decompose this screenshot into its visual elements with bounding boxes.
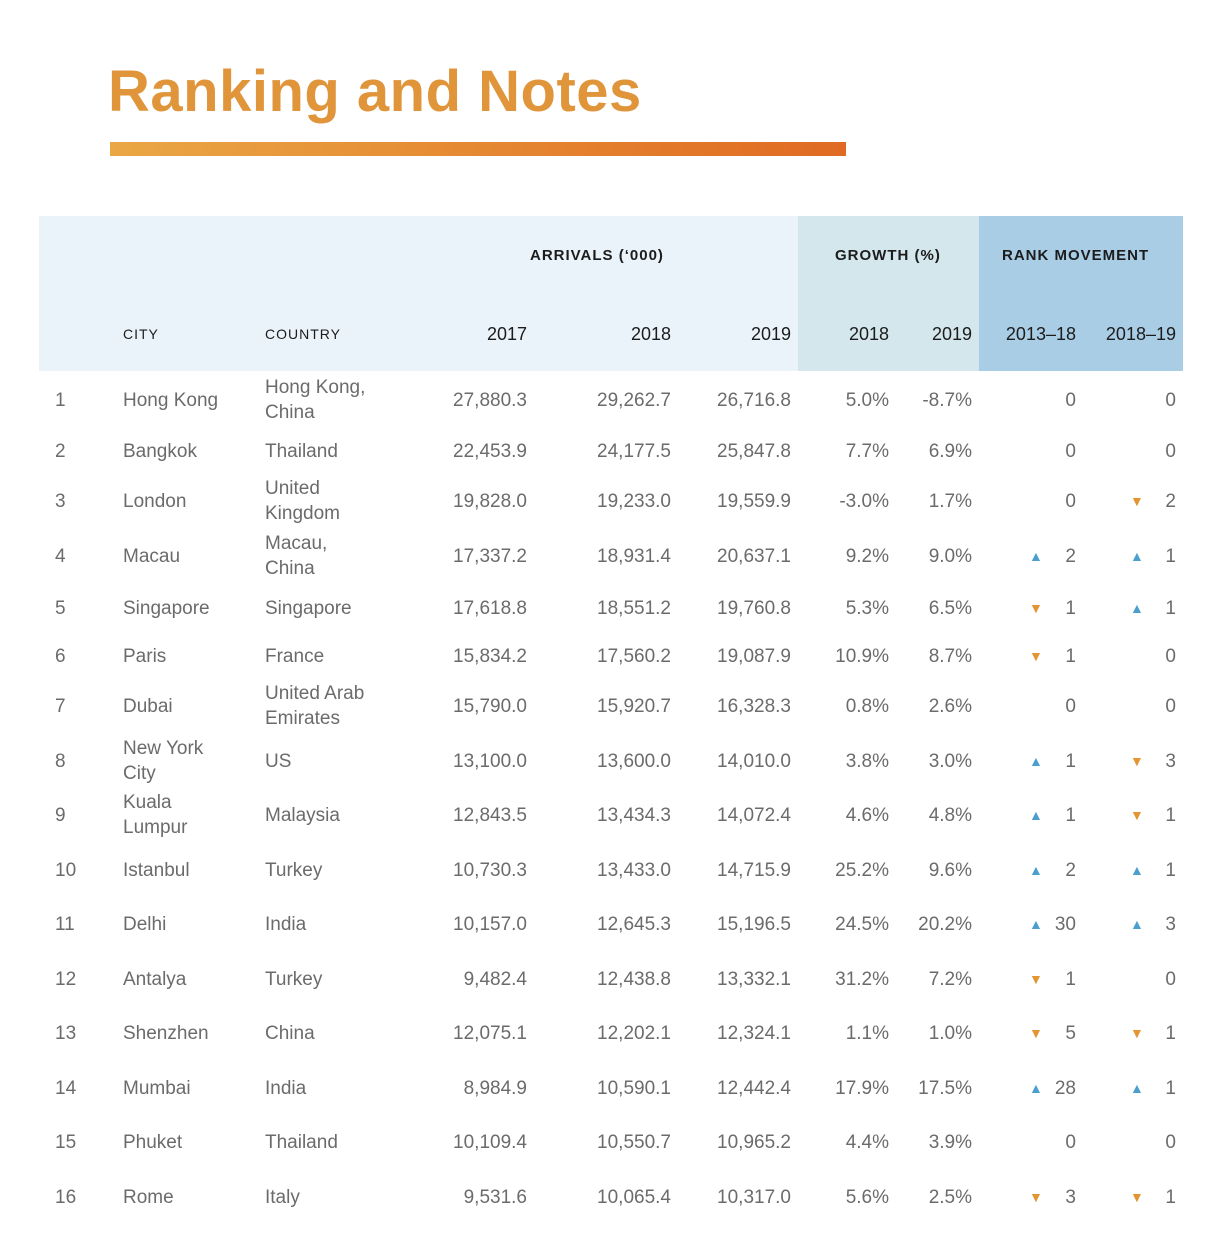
arrivals-2018: 10,065.4 <box>597 1186 671 1208</box>
growth-2019: -8.7% <box>922 389 972 411</box>
country-name: India <box>265 1077 307 1099</box>
arrow-up-icon: ▲ <box>1130 599 1144 616</box>
arrivals-2019: 14,072.4 <box>717 804 791 826</box>
arrow-down-icon: ▼ <box>1029 970 1043 987</box>
country-name: Thailand <box>265 440 338 462</box>
arrivals-2019: 12,324.1 <box>717 1022 791 1044</box>
arrivals-2017: 13,100.0 <box>453 750 527 772</box>
rank-move-2018-19: 0 <box>1165 695 1176 717</box>
arrivals-2017: 10,730.3 <box>453 859 527 881</box>
arrow-down-icon: ▼ <box>1029 647 1043 664</box>
rank-move-2013-18: 0 <box>1065 695 1076 717</box>
arrivals-2017: 9,482.4 <box>463 968 527 990</box>
country-name: Macau, China <box>265 533 328 579</box>
rank-move-2013-18: 0 <box>1065 490 1076 512</box>
growth-2019: 6.5% <box>928 597 972 619</box>
col-2018: 2018 <box>630 324 671 344</box>
growth-2018: 9.2% <box>845 545 889 567</box>
arrivals-2018: 10,550.7 <box>597 1131 671 1153</box>
growth-2018: 10.9% <box>835 645 889 667</box>
growth-2018: 5.3% <box>845 597 889 619</box>
arrivals-2018: 13,600.0 <box>597 750 671 772</box>
rank-move-2018-19: 0 <box>1165 1131 1176 1153</box>
arrivals-2018: 12,645.3 <box>597 913 671 935</box>
growth-2018: 4.4% <box>845 1131 889 1153</box>
arrivals-2019: 14,715.9 <box>717 859 791 881</box>
arrivals-2018: 12,438.8 <box>597 968 671 990</box>
arrivals-2017: 17,618.8 <box>453 597 527 619</box>
rank-move-2013-18: 5 <box>1065 1022 1076 1044</box>
rank-move-2013-18: 30 <box>1054 913 1076 935</box>
arrivals-2018: 13,434.3 <box>597 804 671 826</box>
rank-move-2018-19: 0 <box>1165 440 1176 462</box>
rank-move-2018-19: 0 <box>1165 645 1176 667</box>
rank-move-2018-19: 1 <box>1165 597 1176 619</box>
arrivals-2017: 15,834.2 <box>453 645 527 667</box>
growth-2019: 9.6% <box>928 859 972 881</box>
rank-number: 3 <box>55 490 66 512</box>
arrivals-2019: 15,196.5 <box>717 913 791 935</box>
arrivals-2018: 13,433.0 <box>597 859 671 881</box>
rank-number: 11 <box>55 913 75 935</box>
arrivals-2019: 12,442.4 <box>717 1077 791 1099</box>
country-name: China <box>265 1022 315 1044</box>
country-name: Turkey <box>265 859 323 881</box>
col-growth-2018: 2018 <box>848 324 889 344</box>
city-name: Phuket <box>123 1131 183 1153</box>
arrivals-2019: 20,637.1 <box>717 545 791 567</box>
rank-move-2013-18: 1 <box>1065 750 1076 772</box>
rank-move-2013-18: 28 <box>1054 1077 1076 1099</box>
rank-number: 7 <box>55 695 66 717</box>
header-rank-bg <box>979 216 1183 371</box>
header-arrivals-bg <box>39 216 798 371</box>
arrow-up-icon: ▲ <box>1130 861 1144 878</box>
arrivals-2017: 22,453.9 <box>453 440 527 462</box>
growth-2019: 7.2% <box>928 968 972 990</box>
col-city: CITY <box>123 326 159 342</box>
rank-move-2013-18: 3 <box>1065 1186 1076 1208</box>
arrivals-2019: 19,760.8 <box>717 597 791 619</box>
arrow-up-icon: ▲ <box>1029 547 1043 564</box>
col-2017: 2017 <box>486 324 527 344</box>
rank-number: 6 <box>55 645 66 667</box>
rank-move-2018-19: 0 <box>1165 389 1176 411</box>
growth-2018: 7.7% <box>845 440 889 462</box>
growth-2018: 5.6% <box>845 1186 889 1208</box>
arrow-down-icon: ▼ <box>1029 599 1043 616</box>
arrow-up-icon: ▲ <box>1130 1079 1144 1096</box>
arrivals-2017: 15,790.0 <box>453 695 527 717</box>
rank-number: 1 <box>55 389 66 411</box>
arrow-up-icon: ▲ <box>1029 861 1043 878</box>
growth-2019: 4.8% <box>928 804 972 826</box>
rank-move-2013-18: 1 <box>1065 597 1076 619</box>
page-title: Ranking and Notes <box>108 59 642 124</box>
country-name: India <box>265 913 307 935</box>
rank-move-2013-18: 0 <box>1065 440 1076 462</box>
arrivals-2019: 25,847.8 <box>717 440 791 462</box>
country-name: Hong Kong, China <box>265 377 366 423</box>
rank-move-2018-19: 0 <box>1165 968 1176 990</box>
rank-number: 4 <box>55 545 66 567</box>
arrow-up-icon: ▲ <box>1130 547 1144 564</box>
arrivals-2019: 19,559.9 <box>717 490 791 512</box>
city-name: Paris <box>123 645 167 667</box>
growth-2018: 4.6% <box>845 804 889 826</box>
city-name: London <box>123 490 187 512</box>
header-growth: GROWTH (%) <box>835 247 941 264</box>
city-name: Bangkok <box>123 440 197 462</box>
arrivals-2019: 10,317.0 <box>717 1186 791 1208</box>
arrivals-2018: 24,177.5 <box>597 440 671 462</box>
country-name: Turkey <box>265 968 323 990</box>
rank-move-2013-18: 1 <box>1065 804 1076 826</box>
header-rank-movement: RANK MOVEMENT <box>1002 247 1150 264</box>
rank-move-2018-19: 3 <box>1165 750 1176 772</box>
arrivals-2017: 10,157.0 <box>453 913 527 935</box>
rank-move-2013-18: 1 <box>1065 645 1076 667</box>
country-name: Italy <box>265 1186 300 1208</box>
rank-move-2018-19: 3 <box>1165 913 1176 935</box>
rank-move-2013-18: 1 <box>1065 968 1076 990</box>
col-rank-2013-18: 2013–18 <box>1005 324 1076 344</box>
arrivals-2018: 18,931.4 <box>597 545 671 567</box>
growth-2019: 1.0% <box>928 1022 972 1044</box>
arrivals-2019: 26,716.8 <box>717 389 791 411</box>
arrow-down-icon: ▼ <box>1029 1188 1043 1205</box>
rank-move-2018-19: 1 <box>1165 804 1176 826</box>
title-underline <box>110 142 846 156</box>
growth-2018: 31.2% <box>835 968 889 990</box>
arrow-down-icon: ▼ <box>1130 806 1144 823</box>
growth-2018: 3.8% <box>845 750 889 772</box>
rank-move-2018-19: 1 <box>1165 1077 1176 1099</box>
arrow-down-icon: ▼ <box>1029 1024 1043 1041</box>
arrow-up-icon: ▲ <box>1029 1079 1043 1096</box>
growth-2018: 5.0% <box>845 389 889 411</box>
arrivals-2018: 17,560.2 <box>597 645 671 667</box>
city-name: Istanbul <box>123 859 190 881</box>
arrivals-2017: 17,337.2 <box>453 545 527 567</box>
arrivals-2019: 14,010.0 <box>717 750 791 772</box>
growth-2018: -3.0% <box>839 490 889 512</box>
growth-2019: 17.5% <box>918 1077 972 1099</box>
growth-2019: 1.7% <box>928 490 972 512</box>
arrivals-2017: 27,880.3 <box>453 389 527 411</box>
arrivals-2018: 18,551.2 <box>597 597 671 619</box>
col-2019: 2019 <box>750 324 791 344</box>
growth-2019: 8.7% <box>928 645 972 667</box>
country-name: France <box>265 645 325 667</box>
arrivals-2017: 12,843.5 <box>453 804 527 826</box>
arrivals-2018: 10,590.1 <box>597 1077 671 1099</box>
rank-move-2013-18: 0 <box>1065 1131 1076 1153</box>
city-name: Kuala Lumpur <box>123 792 188 838</box>
growth-2019: 6.9% <box>928 440 972 462</box>
rank-number: 12 <box>55 968 77 990</box>
arrivals-2019: 13,332.1 <box>717 968 791 990</box>
growth-2018: 0.8% <box>845 695 889 717</box>
rank-move-2018-19: 2 <box>1165 490 1176 512</box>
rank-move-2013-18: 2 <box>1065 545 1076 567</box>
growth-2019: 9.0% <box>928 545 972 567</box>
arrivals-2017: 9,531.6 <box>463 1186 527 1208</box>
city-name: Rome <box>123 1186 174 1208</box>
city-name: Macau <box>123 545 181 567</box>
col-country: COUNTRY <box>265 326 341 342</box>
city-name: Shenzhen <box>123 1022 209 1044</box>
rank-number: 9 <box>55 804 66 826</box>
city-name: Antalya <box>123 968 187 990</box>
arrivals-2018: 19,233.0 <box>597 490 671 512</box>
rank-move-2018-19: 1 <box>1165 545 1176 567</box>
arrow-down-icon: ▼ <box>1130 1024 1144 1041</box>
rank-number: 2 <box>55 440 66 462</box>
growth-2019: 3.9% <box>928 1131 972 1153</box>
rank-move-2013-18: 2 <box>1065 859 1076 881</box>
rank-number: 14 <box>55 1077 77 1099</box>
city-name: Hong Kong <box>123 389 219 411</box>
country-name: United Arab Emirates <box>265 683 365 729</box>
arrivals-2019: 16,328.3 <box>717 695 791 717</box>
city-name: New York City <box>123 738 204 784</box>
header-arrivals: ARRIVALS (‘000) <box>530 247 664 264</box>
growth-2019: 2.6% <box>928 695 972 717</box>
rank-number: 8 <box>55 750 66 772</box>
rank-number: 10 <box>55 859 77 881</box>
country-name: United Kingdom <box>265 478 340 524</box>
arrivals-2018: 29,262.7 <box>597 389 671 411</box>
country-name: Thailand <box>265 1131 338 1153</box>
arrow-down-icon: ▼ <box>1130 492 1144 509</box>
arrow-up-icon: ▲ <box>1029 915 1043 932</box>
rank-number: 13 <box>55 1022 77 1044</box>
arrow-down-icon: ▼ <box>1130 1188 1144 1205</box>
col-growth-2019: 2019 <box>931 324 972 344</box>
growth-2019: 3.0% <box>928 750 972 772</box>
arrivals-2018: 15,920.7 <box>597 695 671 717</box>
rank-move-2018-19: 1 <box>1165 859 1176 881</box>
col-rank-2018-19: 2018–19 <box>1105 324 1176 344</box>
arrow-up-icon: ▲ <box>1130 915 1144 932</box>
arrivals-2019: 10,965.2 <box>717 1131 791 1153</box>
growth-2019: 2.5% <box>928 1186 972 1208</box>
arrow-up-icon: ▲ <box>1029 806 1043 823</box>
arrivals-2017: 10,109.4 <box>453 1131 527 1153</box>
growth-2018: 24.5% <box>835 913 889 935</box>
city-name: Delhi <box>123 913 167 935</box>
rank-move-2013-18: 0 <box>1065 389 1076 411</box>
arrivals-2019: 19,087.9 <box>717 645 791 667</box>
country-name: Malaysia <box>265 804 340 826</box>
city-name: Mumbai <box>123 1077 191 1099</box>
arrivals-2017: 12,075.1 <box>453 1022 527 1044</box>
city-name: Singapore <box>123 597 210 619</box>
arrow-up-icon: ▲ <box>1029 752 1043 769</box>
growth-2019: 20.2% <box>918 913 972 935</box>
country-name: US <box>265 750 292 772</box>
arrivals-2017: 8,984.9 <box>463 1077 527 1099</box>
rank-move-2018-19: 1 <box>1165 1186 1176 1208</box>
growth-2018: 1.1% <box>845 1022 889 1044</box>
growth-2018: 25.2% <box>835 859 889 881</box>
header-growth-bg <box>798 216 979 371</box>
arrivals-2018: 12,202.1 <box>597 1022 671 1044</box>
rank-move-2018-19: 1 <box>1165 1022 1176 1044</box>
rank-number: 5 <box>55 597 66 619</box>
country-name: Singapore <box>265 597 352 619</box>
arrivals-2017: 19,828.0 <box>453 490 527 512</box>
arrow-down-icon: ▼ <box>1130 752 1144 769</box>
rank-number: 15 <box>55 1131 77 1153</box>
growth-2018: 17.9% <box>835 1077 889 1099</box>
city-name: Dubai <box>123 695 173 717</box>
rank-number: 16 <box>55 1186 77 1208</box>
